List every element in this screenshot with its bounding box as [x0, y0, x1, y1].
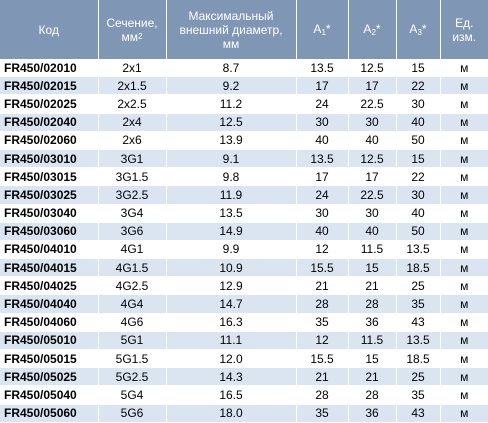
cell-unit: м — [440, 113, 488, 131]
cell-a1: 15.5 — [296, 350, 348, 368]
table-row — [0, 149, 488, 167]
cell-a3: 30 — [396, 95, 440, 113]
cell-section: 2x1.5 — [98, 77, 166, 95]
cell-a3: 30 — [396, 186, 440, 204]
cell-code: FR450/04010 — [0, 240, 98, 258]
cell-diameter: 16.5 — [166, 386, 296, 404]
cell-a3: 50 — [396, 222, 440, 240]
cell-unit: м — [440, 149, 488, 167]
table-row — [0, 350, 488, 368]
cell-a1: 15.5 — [296, 259, 348, 277]
cell-diameter: 9.1 — [166, 149, 296, 167]
cell-section: 3G6 — [98, 222, 166, 240]
cell-code: FR450/04060 — [0, 313, 98, 331]
table-row — [0, 240, 488, 258]
cell-section: 2x2.5 — [98, 95, 166, 113]
cell-code: FR450/02015 — [0, 77, 98, 95]
cell-a2: 21 — [348, 277, 396, 295]
cell-section: 3G2.5 — [98, 186, 166, 204]
cell-unit: м — [440, 331, 488, 349]
header-section: Сечение, $мм^2$ — [98, 0, 166, 59]
cell-a2: 22.5 — [348, 95, 396, 113]
cell-code: FR450/03015 — [0, 168, 98, 186]
cell-diameter: 9.9 — [166, 240, 296, 258]
cell-unit: м — [440, 386, 488, 404]
cell-a2: 11.5 — [348, 240, 396, 258]
table-row — [0, 113, 488, 131]
table-header — [0, 0, 488, 59]
table-row — [0, 368, 488, 386]
cell-a1: 13.5 — [296, 59, 348, 77]
section-unit-superscript: 2 — [138, 31, 143, 41]
cell-a2: 40 — [348, 222, 396, 240]
cell-code: FR450/02025 — [0, 95, 98, 113]
cell-unit: м — [440, 404, 488, 422]
cell-code: FR450/05015 — [0, 350, 98, 368]
table-row — [0, 295, 488, 313]
table-row — [0, 59, 488, 77]
cell-diameter: 8.7 — [166, 59, 296, 77]
table-row — [0, 222, 488, 240]
cell-diameter: 12.9 — [166, 277, 296, 295]
cell-a1: 21 — [296, 277, 348, 295]
header-diameter: Максимальный внешний диаметр, мм — [166, 0, 296, 59]
cell-section: 4G1 — [98, 240, 166, 258]
cell-a1: 28 — [296, 386, 348, 404]
cell-unit: м — [440, 186, 488, 204]
cell-section: 2x6 — [98, 131, 166, 149]
cell-code: FR450/03010 — [0, 149, 98, 167]
cell-a3: 22 — [396, 77, 440, 95]
cell-a1: 17 — [296, 168, 348, 186]
cell-a1: 17 — [296, 77, 348, 95]
table-row — [0, 331, 488, 349]
cell-section: 5G1.5 — [98, 350, 166, 368]
cell-a1: 12 — [296, 240, 348, 258]
cell-code: FR450/02060 — [0, 131, 98, 149]
cell-section: 4G1.5 — [98, 259, 166, 277]
table-row — [0, 186, 488, 204]
cell-section: 3G1.5 — [98, 168, 166, 186]
cell-a3: 13.5 — [396, 331, 440, 349]
cell-diameter: 9.2 — [166, 77, 296, 95]
cell-unit: м — [440, 368, 488, 386]
cell-a2: 30 — [348, 113, 396, 131]
cell-diameter: 12.5 — [166, 113, 296, 131]
cell-a2: 28 — [348, 295, 396, 313]
cell-unit: м — [440, 295, 488, 313]
cell-a3: 18.5 — [396, 259, 440, 277]
cell-diameter: 14.3 — [166, 368, 296, 386]
cell-unit: м — [440, 313, 488, 331]
cell-code: FR450/04025 — [0, 277, 98, 295]
cell-a2: 12.5 — [348, 59, 396, 77]
cell-section: 5G1 — [98, 331, 166, 349]
cell-a1: 30 — [296, 204, 348, 222]
cell-section: 3G1 — [98, 149, 166, 167]
cell-a3: 43 — [396, 313, 440, 331]
cell-a1: 21 — [296, 368, 348, 386]
cell-code: FR450/02010 — [0, 59, 98, 77]
cell-a3: 18.5 — [396, 350, 440, 368]
cell-a3: 25 — [396, 368, 440, 386]
table-row — [0, 77, 488, 95]
cell-a2: 11.5 — [348, 331, 396, 349]
cell-unit: м — [440, 168, 488, 186]
cell-code: FR450/04040 — [0, 295, 98, 313]
cell-a3: 15 — [396, 59, 440, 77]
cell-a1: 28 — [296, 295, 348, 313]
header-unit: Ед. изм. — [440, 0, 488, 59]
cell-a2: 21 — [348, 368, 396, 386]
cell-unit: м — [440, 277, 488, 295]
cell-unit: м — [440, 204, 488, 222]
cell-a1: 12 — [296, 331, 348, 349]
cell-a1: 40 — [296, 131, 348, 149]
cell-a2: 40 — [348, 131, 396, 149]
header-a3: A3* — [396, 0, 440, 59]
cell-unit: м — [440, 259, 488, 277]
header-code: Код — [0, 0, 98, 59]
cell-diameter: 11.2 — [166, 95, 296, 113]
table-row — [0, 386, 488, 404]
cell-diameter: 11.1 — [166, 331, 296, 349]
cell-unit: м — [440, 131, 488, 149]
cell-unit: м — [440, 59, 488, 77]
cell-unit: м — [440, 222, 488, 240]
cell-diameter: 14.7 — [166, 295, 296, 313]
cell-a2: 28 — [348, 386, 396, 404]
cell-diameter: 16.3 — [166, 313, 296, 331]
cell-code: FR450/05010 — [0, 331, 98, 349]
cell-a2: 12.5 — [348, 149, 396, 167]
table-row — [0, 313, 488, 331]
cell-a3: 35 — [396, 386, 440, 404]
cell-a3: 40 — [396, 113, 440, 131]
cell-a2: 17 — [348, 77, 396, 95]
cell-diameter: 12.0 — [166, 350, 296, 368]
cell-a2: 22.5 — [348, 186, 396, 204]
cell-section: 2x1 — [98, 59, 166, 77]
cell-a2: 15 — [348, 350, 396, 368]
cell-section: 2x4 — [98, 113, 166, 131]
cell-a3: 13.5 — [396, 240, 440, 258]
cell-a3: 50 — [396, 131, 440, 149]
cell-unit: м — [440, 350, 488, 368]
cell-a1: 35 — [296, 313, 348, 331]
cell-a2: 36 — [348, 313, 396, 331]
cell-code: FR450/03060 — [0, 222, 98, 240]
cell-diameter: 18.0 — [166, 404, 296, 422]
cell-a1: 24 — [296, 95, 348, 113]
cell-unit: м — [440, 240, 488, 258]
cell-diameter: 13.9 — [166, 131, 296, 149]
table-row — [0, 168, 488, 186]
cell-a3: 15 — [396, 149, 440, 167]
cell-section: 5G4 — [98, 386, 166, 404]
cell-section: 4G4 — [98, 295, 166, 313]
table-body — [0, 59, 488, 422]
cell-diameter: 9.8 — [166, 168, 296, 186]
table-row — [0, 259, 488, 277]
cell-a2: 17 — [348, 168, 396, 186]
cell-a1: 35 — [296, 404, 348, 422]
cell-diameter: 14.9 — [166, 222, 296, 240]
header-a1: A1* — [296, 0, 348, 59]
cell-a1: 30 — [296, 113, 348, 131]
header-a2: A2* — [348, 0, 396, 59]
cell-a1: 40 — [296, 222, 348, 240]
cell-a3: 35 — [396, 295, 440, 313]
cell-unit: м — [440, 95, 488, 113]
cell-section: 4G6 — [98, 313, 166, 331]
cell-code: FR450/03025 — [0, 186, 98, 204]
cell-code: FR450/05025 — [0, 368, 98, 386]
cell-a2: 30 — [348, 204, 396, 222]
table-row — [0, 277, 488, 295]
cell-a1: 24 — [296, 186, 348, 204]
cell-diameter: 13.5 — [166, 204, 296, 222]
cell-code: FR450/04015 — [0, 259, 98, 277]
table-row — [0, 204, 488, 222]
header-row — [0, 0, 488, 59]
cell-diameter: 10.9 — [166, 259, 296, 277]
cell-diameter: 11.9 — [166, 186, 296, 204]
cell-section: 5G6 — [98, 404, 166, 422]
cell-code: FR450/05040 — [0, 386, 98, 404]
table-row — [0, 131, 488, 149]
cell-code: FR450/03040 — [0, 204, 98, 222]
cell-section: 3G4 — [98, 204, 166, 222]
cell-a1: 13.5 — [296, 149, 348, 167]
cell-a2: 15 — [348, 259, 396, 277]
cell-a3: 43 — [396, 404, 440, 422]
table-row — [0, 95, 488, 113]
cell-section: 4G2.5 — [98, 277, 166, 295]
cell-code: FR450/05060 — [0, 404, 98, 422]
cell-section: 5G2.5 — [98, 368, 166, 386]
cell-a3: 40 — [396, 204, 440, 222]
cell-a3: 22 — [396, 168, 440, 186]
cell-a3: 25 — [396, 277, 440, 295]
cell-code: FR450/02040 — [0, 113, 98, 131]
cell-a2: 36 — [348, 404, 396, 422]
cell-unit: м — [440, 77, 488, 95]
